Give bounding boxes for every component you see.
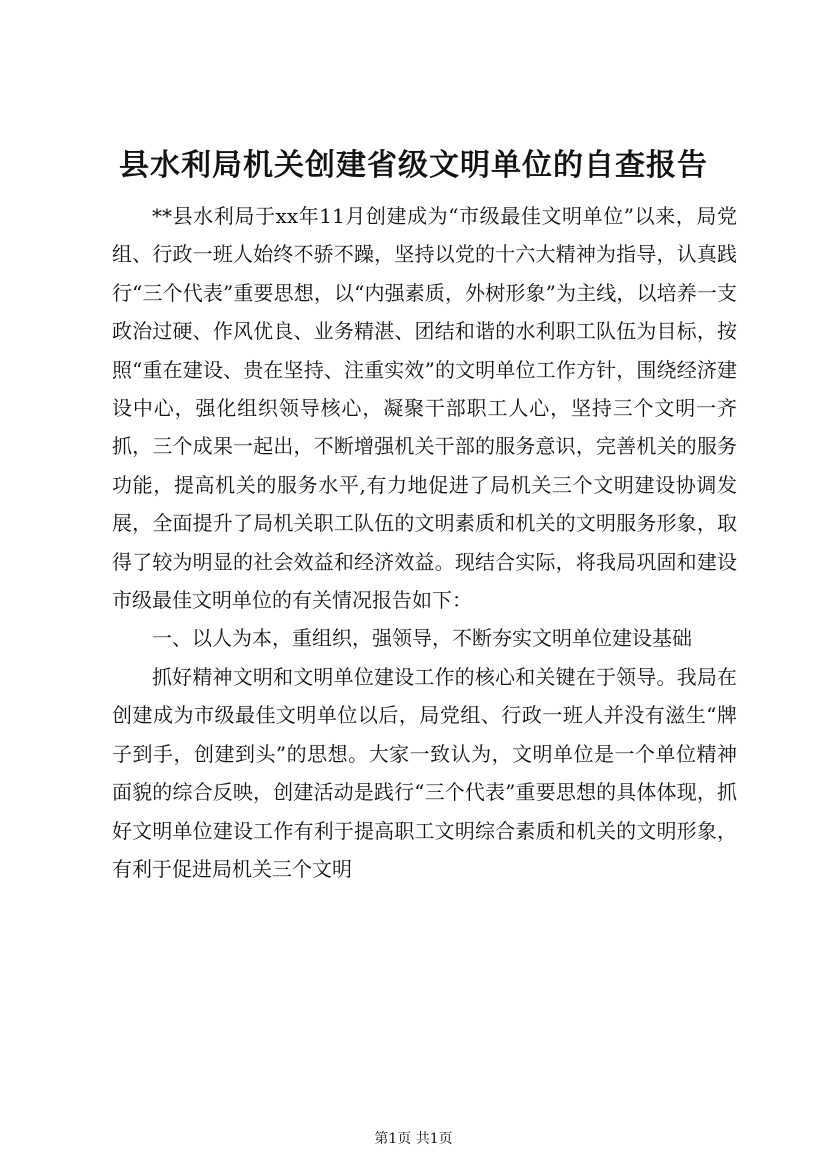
paragraph-intro: **县水利局于xx年11月创建成为“市级最佳文明单位”以来，局党组、行政一班人始终不骄不躁，坚持以党的十六大精神为指导，认真践行“三个代表”重要思想，以“内强素质，外树形象”为主线，以培养一支政治过硬、作风优良、业务精湛、团结和谐的水利职工队伍为目标，按照“重在建设、贵在坚持、注重实效”的文明单位工作方针，围绕经济建设中心，强化组织领导核心，凝聚干部职工人心，坚持三个文明一齐抓，三个成果一起出，不断增强机关干部的服务意识，完善机关的服务功能，提高机关的服务水平,有力地促进了局机关三个文明建设协调发展，全面提升了局机关职工队伍的文明素质和机关的文明服务形象，取得了较为明显的社会效益和经济效益。现结合实际，将我局巩固和建设市级最佳文明单位的有关情况报告如下： [112, 204, 737, 613]
paragraph-section-1: 抓好精神文明和文明单位建设工作的核心和关键在于领导。我局在创建成为市级最佳文明单位以后，局党组、行政一班人并没有滋生“牌子到手，创建到头”的思想。大家一致认为，文明单位是一个单位精神面貌的综合反映，创建活动是践行“三个代表”重要思想的具体体现，抓好文明单位建设工作有利于提高职工文明综合素质和机关的文明形象，有利于促进局机关三个文明 [112, 664, 737, 881]
document-title: 县水利局机关创建省级文明单位的自查报告 [119, 148, 708, 183]
document-body [112, 197, 737, 888]
section-heading-1: 一、以人为本，重组织，强领导，不断夯实文明单位建设基础 [152, 626, 692, 651]
page-footer: 第1页 共1页 [374, 1131, 453, 1147]
